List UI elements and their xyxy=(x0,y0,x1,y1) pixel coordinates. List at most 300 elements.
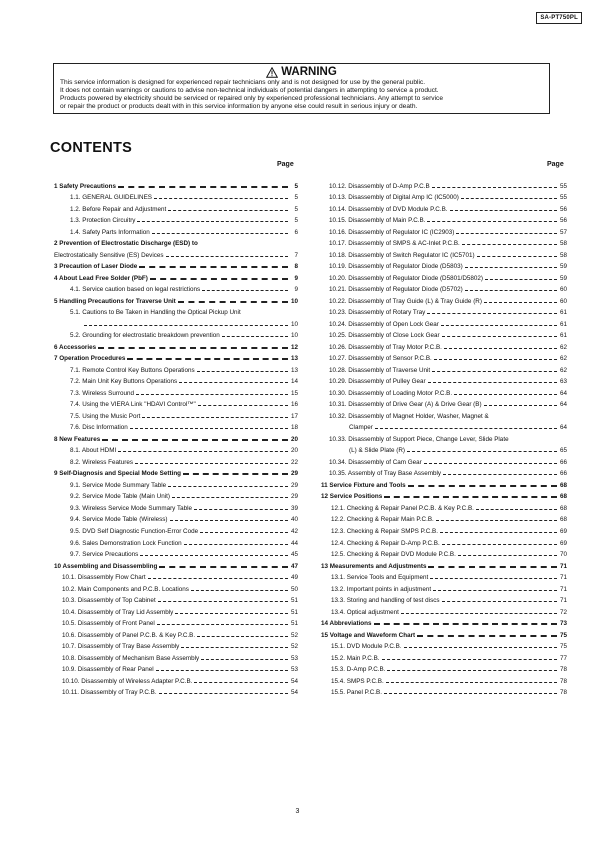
toc-entry-title: 12.5. Checking & Repair DVD Module P.C.B. xyxy=(331,551,456,559)
toc-entry-page: 78 xyxy=(559,666,567,674)
toc-entry[interactable] xyxy=(317,558,567,570)
toc-entry[interactable] xyxy=(317,454,567,466)
toc-leader-dots xyxy=(436,520,557,521)
toc-leader-dots xyxy=(166,256,288,257)
toc-entry-page: 13 xyxy=(290,355,298,363)
toc-entry[interactable] xyxy=(317,523,567,535)
toc-leader-dots xyxy=(432,371,557,372)
toc-leader-dots xyxy=(477,256,557,257)
toc-entry-page: 58 xyxy=(559,251,567,259)
toc-entry[interactable] xyxy=(50,616,298,628)
toc-entry-page: 62 xyxy=(559,355,567,363)
toc-entry-page: 5 xyxy=(294,217,298,225)
toc-entry-page: 42 xyxy=(290,527,298,535)
toc-entry[interactable] xyxy=(317,627,567,639)
toc-leader-dots xyxy=(434,359,557,360)
toc-entry-title: 7.3. Wireless Surround xyxy=(70,389,135,397)
toc-entry-page: 9 xyxy=(294,286,298,294)
toc-entry[interactable] xyxy=(50,466,298,478)
toc-leader-dots xyxy=(102,439,288,441)
toc-leader-dots xyxy=(484,302,557,303)
toc-leader-dots xyxy=(374,623,557,625)
warning-line: This service information is designed for experienced repair technicians only and is not designed for use by the general public. xyxy=(60,79,426,86)
toc-leader-dots xyxy=(485,279,557,280)
toc-entry-page: 60 xyxy=(559,297,567,305)
toc-leader-dots xyxy=(178,301,288,303)
toc-entry-title: 10.35. Assembly of Tray Base Assembly xyxy=(329,470,441,478)
toc-entry[interactable] xyxy=(317,328,567,340)
toc-entry-page: 40 xyxy=(290,516,298,524)
toc-leader-dots xyxy=(461,198,557,199)
toc-entry-page: 62 xyxy=(559,366,567,374)
toc-entry-page: 75 xyxy=(559,643,567,651)
toc-leader-dots xyxy=(148,578,288,579)
toc-entry[interactable] xyxy=(50,477,298,489)
toc-entry[interactable] xyxy=(50,270,298,282)
toc-leader-dots xyxy=(404,647,557,648)
toc-entry-page: 14 xyxy=(290,378,298,386)
warning-title: WARNING xyxy=(281,66,337,78)
toc-leader-dots xyxy=(175,613,288,614)
toc-entry-page: 17 xyxy=(290,412,298,420)
toc-entry-title: 9 Self-Diagnosis and Special Mode Setting xyxy=(54,470,182,478)
toc-entry-page: 20 xyxy=(290,447,298,455)
toc-entry[interactable] xyxy=(317,431,567,443)
toc-entry-title: 10.34. Disassembly of Cam Gear xyxy=(329,458,422,466)
toc-entry-title: 10.3. Disassembly of Top Cabinet xyxy=(62,597,156,605)
toc-entry-title: 14 Abbreviations xyxy=(321,620,372,628)
toc-leader-dots xyxy=(450,210,557,211)
toc-entry-title: 10.2. Main Components and P.C.B. Locations xyxy=(62,585,189,593)
toc-leader-dots xyxy=(194,509,288,510)
toc-entry-title: 10.17. Disassembly of SMPS & AC-Inlet P.C.B. xyxy=(329,240,460,248)
toc-entry-title: 10.20. Disassembly of Regulator Diode (D5801/D5802) xyxy=(329,274,484,282)
toc-entry-page: 49 xyxy=(290,574,298,582)
toc-entry-title: 7.2. Main Unit Key Buttons Operations xyxy=(70,378,178,386)
toc-entry-page: 12 xyxy=(290,343,298,351)
toc-leader-dots xyxy=(98,347,288,349)
toc-entry-page: 69 xyxy=(559,527,567,535)
toc-entry-page: 5 xyxy=(294,182,298,190)
page-number: 3 xyxy=(295,808,300,815)
toc-entry[interactable] xyxy=(317,247,567,259)
toc-entry[interactable] xyxy=(317,259,567,271)
toc-entry-title: 10.14. Disassembly of DVD Module P.C.B. xyxy=(329,205,448,213)
toc-entry-title: 3 Precaution of Laser Diode xyxy=(54,263,138,271)
toc-leader-dots xyxy=(179,382,288,383)
toc-entry[interactable] xyxy=(50,247,298,259)
toc-leader-dots xyxy=(84,325,288,326)
toc-entry-page: 61 xyxy=(559,332,567,340)
toc-entry[interactable] xyxy=(50,512,298,524)
toc-entry-title: Clamper xyxy=(349,424,373,432)
toc-entry[interactable] xyxy=(317,362,567,374)
toc-entry[interactable] xyxy=(50,362,298,374)
toc-entry[interactable] xyxy=(317,500,567,512)
toc-entry-title: 7.5. Using the Music Port xyxy=(70,412,141,420)
toc-entry-title: 10.9. Disassembly of Rear Panel xyxy=(62,666,154,674)
toc-entry[interactable] xyxy=(50,339,298,351)
toc-entry[interactable] xyxy=(317,293,567,305)
toc-entry-title: 10.21. Disassembly of Regulator Diode (D5702) xyxy=(329,286,463,294)
right-page-header: Page xyxy=(547,161,564,168)
toc-leader-dots xyxy=(432,187,557,188)
toc-leader-dots xyxy=(200,532,288,533)
toc-leader-dots xyxy=(441,325,557,326)
toc-entry-page: 60 xyxy=(559,286,567,294)
toc-entry[interactable] xyxy=(50,305,298,317)
toc-entry[interactable] xyxy=(50,627,298,639)
toc-entry[interactable] xyxy=(50,374,298,386)
toc-entry[interactable] xyxy=(50,454,298,466)
toc-entry-title: 1.4. Safety Parts Information xyxy=(70,228,150,236)
toc-entry-page: 22 xyxy=(290,458,298,466)
toc-entry-title: 10.27. Disassembly of Sensor P.C.B. xyxy=(329,355,432,363)
toc-leader-dots xyxy=(427,221,557,222)
toc-entry[interactable] xyxy=(317,593,567,605)
toc-entry[interactable] xyxy=(317,570,567,582)
toc-entry-title: 10.10. Disassembly of Wireless Adapter P.C.B. xyxy=(62,677,193,685)
toc-entry[interactable] xyxy=(317,662,567,674)
toc-entry-page: 57 xyxy=(559,228,567,236)
toc-entry[interactable] xyxy=(50,581,298,593)
toc-entry-title: 8.1. About HDMI xyxy=(70,447,117,455)
toc-leader-dots xyxy=(456,233,557,234)
toc-leader-dots xyxy=(157,624,288,625)
toc-entry[interactable] xyxy=(317,178,567,190)
toc-entry-title: 7.1. Remote Control Key Buttons Operations xyxy=(70,366,195,374)
toc-entry[interactable] xyxy=(50,443,298,455)
toc-entry-page: 53 xyxy=(290,654,298,662)
toc-entry-page: 72 xyxy=(559,608,567,616)
toc-entry[interactable] xyxy=(50,650,298,662)
toc-leader-dots xyxy=(202,290,288,291)
toc-leader-dots xyxy=(476,509,557,510)
toc-entry-page: 64 xyxy=(559,389,567,397)
toc-entry-page: 64 xyxy=(559,401,567,409)
toc-entry-title: 4 About Lead Free Solder (PbF) xyxy=(54,274,148,282)
toc-entry-page: 39 xyxy=(290,504,298,512)
toc-entry-title: 1.2. Before Repair and Adjustment xyxy=(70,205,167,213)
toc-entry-title: 10.18. Disassembly of Switch Regulator IC (IC5701) xyxy=(329,251,475,259)
toc-leader-dots xyxy=(465,290,557,291)
toc-entry[interactable] xyxy=(317,339,567,351)
toc-leader-dots xyxy=(139,266,288,268)
toc-entry-page: 75 xyxy=(559,631,567,639)
toc-entry[interactable] xyxy=(317,547,567,559)
left-page-header: Page xyxy=(277,161,294,168)
toc-entry-page: 71 xyxy=(559,562,567,570)
toc-entry-title: 7 Operation Procedures xyxy=(54,355,126,363)
toc-entry[interactable] xyxy=(317,213,567,225)
toc-entry[interactable] xyxy=(50,397,298,409)
toc-entry-page: 50 xyxy=(290,585,298,593)
toc-leader-dots xyxy=(194,682,288,683)
toc-entry[interactable] xyxy=(50,351,298,363)
toc-leader-dots xyxy=(118,451,288,452)
toc-entry[interactable] xyxy=(50,604,298,616)
toc-entry-title: 15.2. Main P.C.B. xyxy=(331,654,380,662)
toc-entry-page: 66 xyxy=(559,470,567,478)
toc-entry-title: 10.32. Disassembly of Magnet Holder, Washer, Magnet & xyxy=(329,412,489,420)
toc-entry-page: 78 xyxy=(559,677,567,685)
toc-entry[interactable] xyxy=(50,293,298,305)
toc-entry-page: 47 xyxy=(290,562,298,570)
toc-entry-title: 6 Accessories xyxy=(54,343,97,351)
toc-entry-title: 15 Voltage and Waveform Chart xyxy=(321,631,416,639)
toc-entry-page: 73 xyxy=(559,620,567,628)
toc-entry-page: 58 xyxy=(559,240,567,248)
toc-entry[interactable] xyxy=(317,535,567,547)
toc-entry-title: 11 Service Fixture and Tools xyxy=(321,481,406,489)
toc-entry[interactable] xyxy=(317,316,567,328)
toc-entry-title: 10.29. Disassembly of Pulley Gear xyxy=(329,378,426,386)
toc-entry-page: 70 xyxy=(559,551,567,559)
toc-entry[interactable] xyxy=(317,673,567,685)
toc-entry-page: 16 xyxy=(290,401,298,409)
toc-entry[interactable] xyxy=(317,408,567,420)
toc-entry-title: 10.11. Disassembly of Tray P.C.B. xyxy=(62,689,157,697)
toc-entry[interactable] xyxy=(317,282,567,294)
contents-title: CONTENTS xyxy=(50,140,133,156)
warning-line: or repair the product or products dealt with in this service information by anyone else could result in serious injury or death. xyxy=(60,103,418,111)
toc-leader-dots xyxy=(183,473,288,475)
toc-entry-page: 5 xyxy=(294,205,298,213)
warning-box xyxy=(53,63,550,114)
toc-leader-dots xyxy=(442,601,557,602)
toc-entry[interactable] xyxy=(50,282,298,294)
toc-leader-dots xyxy=(156,670,288,671)
toc-leader-dots xyxy=(140,555,288,556)
toc-entry[interactable] xyxy=(50,523,298,535)
toc-entry-page: 29 xyxy=(290,481,298,489)
toc-entry-page: 13 xyxy=(290,366,298,374)
toc-entry-title: 10.5. Disassembly of Front Panel xyxy=(62,620,155,628)
toc-entry[interactable] xyxy=(50,673,298,685)
toc-leader-dots xyxy=(428,566,557,568)
toc-entry[interactable] xyxy=(50,201,298,213)
toc-entry[interactable] xyxy=(50,224,298,236)
toc-entry-page: 61 xyxy=(559,309,567,317)
toc-leader-dots xyxy=(181,647,288,648)
toc-entry[interactable] xyxy=(317,639,567,651)
toc-entry-title: 5.2. Grounding for electrostatic breakdown prevention xyxy=(70,332,220,340)
toc-entry[interactable] xyxy=(50,316,298,328)
toc-entry[interactable] xyxy=(317,650,567,662)
toc-entry[interactable] xyxy=(50,328,298,340)
toc-entry-page: 65 xyxy=(559,447,567,455)
toc-entry[interactable] xyxy=(317,351,567,363)
toc-entry[interactable] xyxy=(50,213,298,225)
toc-leader-dots xyxy=(168,210,288,211)
toc-leader-dots xyxy=(417,635,557,637)
toc-leader-dots xyxy=(442,336,557,337)
toc-leader-dots xyxy=(150,278,288,280)
toc-entry-title: 12.2. Checking & Repair Main P.C.B. xyxy=(331,516,434,524)
toc-entry[interactable] xyxy=(50,558,298,570)
toc-leader-dots xyxy=(454,394,557,395)
toc-entry-title: 10.16. Disassembly of Regulator IC (IC2903) xyxy=(329,228,455,236)
toc-entry-title: 15.4. SMPS P.C.B. xyxy=(331,677,384,685)
toc-entry-title: 15.3. D-Amp P.C.B. xyxy=(331,666,386,674)
toc-entry[interactable] xyxy=(50,489,298,501)
toc-entry[interactable] xyxy=(317,489,567,501)
toc-entry-title: 15.1. DVD Module P.C.B. xyxy=(331,643,402,651)
toc-leader-dots xyxy=(384,693,557,694)
toc-entry-title: Electrostatically Sensitive (ES) Devices xyxy=(54,251,164,259)
toc-leader-dots xyxy=(191,590,288,591)
toc-entry[interactable] xyxy=(50,178,298,190)
toc-entry-title: 13.2. Important points in adjustment xyxy=(331,585,432,593)
toc-entry[interactable] xyxy=(50,639,298,651)
toc-entry[interactable] xyxy=(317,443,567,455)
toc-entry-title: 5.1. Cautions to Be Taken in Handling the Optical Pickup Unit xyxy=(70,309,241,317)
toc-entry-title: 9.2. Service Mode Table (Main Unit) xyxy=(70,493,170,501)
toc-leader-dots xyxy=(424,463,557,464)
toc-entry-page: 59 xyxy=(559,263,567,271)
toc-entry[interactable] xyxy=(50,685,298,697)
toc-entry-page: 20 xyxy=(290,435,298,443)
toc-entry[interactable] xyxy=(317,397,567,409)
toc-entry-title: 10.23. Disassembly of Rotary Tray xyxy=(329,309,426,317)
toc-entry-title: 9.6. Sales Demonstration Lock Function xyxy=(70,539,182,547)
toc-entry-page: 10 xyxy=(290,320,298,328)
toc-leader-dots xyxy=(170,520,288,521)
toc-entry-title: 10 Assembling and Disassembling xyxy=(54,562,158,570)
toc-entry-page: 10 xyxy=(290,332,298,340)
toc-entry[interactable] xyxy=(50,190,298,202)
toc-entry-title: 7.4. Using the VIERA Link "HDAVI Control™" xyxy=(70,401,196,409)
toc-leader-dots xyxy=(172,497,288,498)
toc-entry-title: (L) & Slide Plate (R) xyxy=(349,447,405,455)
warning-line: It does not contain warnings or cautions to advise non-technical individuals of potential dangers in attempting to service a product. xyxy=(60,87,439,95)
toc-entry-page: 53 xyxy=(290,666,298,674)
toc-entry-page: 55 xyxy=(559,194,567,202)
toc-entry[interactable] xyxy=(317,305,567,317)
toc-entry[interactable] xyxy=(50,593,298,605)
toc-entry[interactable] xyxy=(317,385,567,397)
toc-entry[interactable] xyxy=(317,270,567,282)
toc-leader-dots xyxy=(462,244,557,245)
toc-entry[interactable] xyxy=(317,420,567,432)
toc-entry-page: 71 xyxy=(559,574,567,582)
toc-entry-title: 13.1. Service Tools and Equipment xyxy=(331,574,429,582)
toc-entry[interactable] xyxy=(50,259,298,271)
toc-leader-dots xyxy=(484,405,557,406)
toc-leader-dots xyxy=(387,670,557,671)
toc-leader-dots xyxy=(408,485,557,487)
toc-entry[interactable] xyxy=(317,201,567,213)
toc-entry-title: 10.6. Disassembly of Panel P.C.B. & Key P.C.B. xyxy=(62,631,196,639)
toc-leader-dots xyxy=(142,417,288,418)
toc-entry-page: 68 xyxy=(559,504,567,512)
toc-leader-dots xyxy=(158,601,288,602)
toc-entry[interactable] xyxy=(50,236,298,248)
toc-entry-title: 10.15. Disassembly of Main P.C.B. xyxy=(329,217,426,225)
toc-entry-title: 1.1. GENERAL GUIDELINES xyxy=(70,194,153,202)
toc-entry-title: 8.2. Wireless Features xyxy=(70,458,133,466)
toc-leader-dots xyxy=(168,486,288,487)
toc-entry-title: 13 Measurements and Adjustments xyxy=(321,562,427,570)
toc-entry[interactable] xyxy=(317,236,567,248)
toc-entry-page: 64 xyxy=(559,424,567,432)
toc-entry-page: 51 xyxy=(290,597,298,605)
toc-entry[interactable] xyxy=(50,385,298,397)
toc-entry-title: 10.33. Disassembly of Support Piece, Change Lever, Slide Plate xyxy=(329,435,509,443)
toc-entry[interactable] xyxy=(50,535,298,547)
toc-entry-title: 12 Service Positions xyxy=(321,493,383,501)
toc-leader-dots xyxy=(127,358,288,360)
toc-entry[interactable] xyxy=(50,662,298,674)
toc-leader-dots xyxy=(427,313,557,314)
toc-entry-page: 6 xyxy=(294,228,298,236)
toc-entry-page: 59 xyxy=(559,274,567,282)
toc-entry-title: 10.24. Disassembly of Open Lock Gear xyxy=(329,320,439,328)
toc-entry[interactable] xyxy=(50,431,298,443)
toc-entry[interactable] xyxy=(317,616,567,628)
toc-leader-dots xyxy=(428,382,557,383)
toc-entry[interactable] xyxy=(317,477,567,489)
toc-entry-page: 68 xyxy=(559,493,567,501)
toc-entry-title: 10.4. Disassembly of Tray Lid Assembly xyxy=(62,608,174,616)
toc-entry-title: 10.7. Disassembly of Tray Base Assembly xyxy=(62,643,180,651)
toc-entry[interactable] xyxy=(317,604,567,616)
toc-entry-title: 12.1. Checking & Repair Panel P.C.B. & Key P.C.B. xyxy=(331,504,474,512)
toc-entry-page: 15 xyxy=(290,389,298,397)
toc-entry-title: 10.13. Disassembly of Digital Amp IC (IC5000) xyxy=(329,194,459,202)
toc-entry-title: 9.5. DVD Self Diagnostic Function-Error Code xyxy=(70,527,199,535)
toc-left-column xyxy=(50,178,298,696)
toc-entry-page: 69 xyxy=(559,539,567,547)
toc-leader-dots xyxy=(443,474,557,475)
toc-entry-title: 9.1. Service Mode Summary Table xyxy=(70,481,167,489)
toc-entry-page: 77 xyxy=(559,654,567,662)
toc-leader-dots xyxy=(442,544,557,545)
toc-entry[interactable] xyxy=(317,374,567,386)
toc-leader-dots xyxy=(154,198,288,199)
toc-entry-page: 52 xyxy=(290,643,298,651)
toc-entry[interactable] xyxy=(317,685,567,697)
toc-leader-dots xyxy=(197,636,288,637)
toc-entry[interactable] xyxy=(317,581,567,593)
toc-leader-dots xyxy=(430,578,557,579)
toc-entry[interactable] xyxy=(50,547,298,559)
toc-entry-page: 54 xyxy=(290,689,298,697)
toc-entry[interactable] xyxy=(317,512,567,524)
toc-entry[interactable] xyxy=(50,500,298,512)
toc-entry[interactable] xyxy=(50,420,298,432)
toc-leader-dots xyxy=(198,405,288,406)
toc-entry[interactable] xyxy=(317,190,567,202)
toc-entry-title: 8 New Features xyxy=(54,435,101,443)
toc-entry-title: 10.25. Disassembly of Close Lock Gear xyxy=(329,332,440,340)
toc-entry-page: 51 xyxy=(290,620,298,628)
toc-entry-title: 12.3. Checking & Repair SMPS P.C.B. xyxy=(331,527,438,535)
toc-entry-page: 8 xyxy=(294,263,298,271)
toc-entry-title: 12.4. Checking & Repair D-Amp P.C.B. xyxy=(331,539,440,547)
toc-entry[interactable] xyxy=(317,224,567,236)
warning-line: Products powered by electricity should be serviced or repaired only by experienced professional technicians. Any attempt to service xyxy=(60,95,444,103)
toc-entry[interactable] xyxy=(50,408,298,420)
toc-entry-title: 10.8. Disassembly of Mechanism Base Assembly xyxy=(62,654,200,662)
toc-leader-dots xyxy=(384,496,557,498)
toc-entry[interactable] xyxy=(50,570,298,582)
toc-leader-dots xyxy=(118,186,288,188)
toc-entry-title: 1.3. Protection Circuitry xyxy=(70,217,136,225)
toc-entry-title: 7.6. Disc Information xyxy=(70,424,128,432)
toc-entry[interactable] xyxy=(317,466,567,478)
toc-entry-page: 29 xyxy=(290,470,298,478)
